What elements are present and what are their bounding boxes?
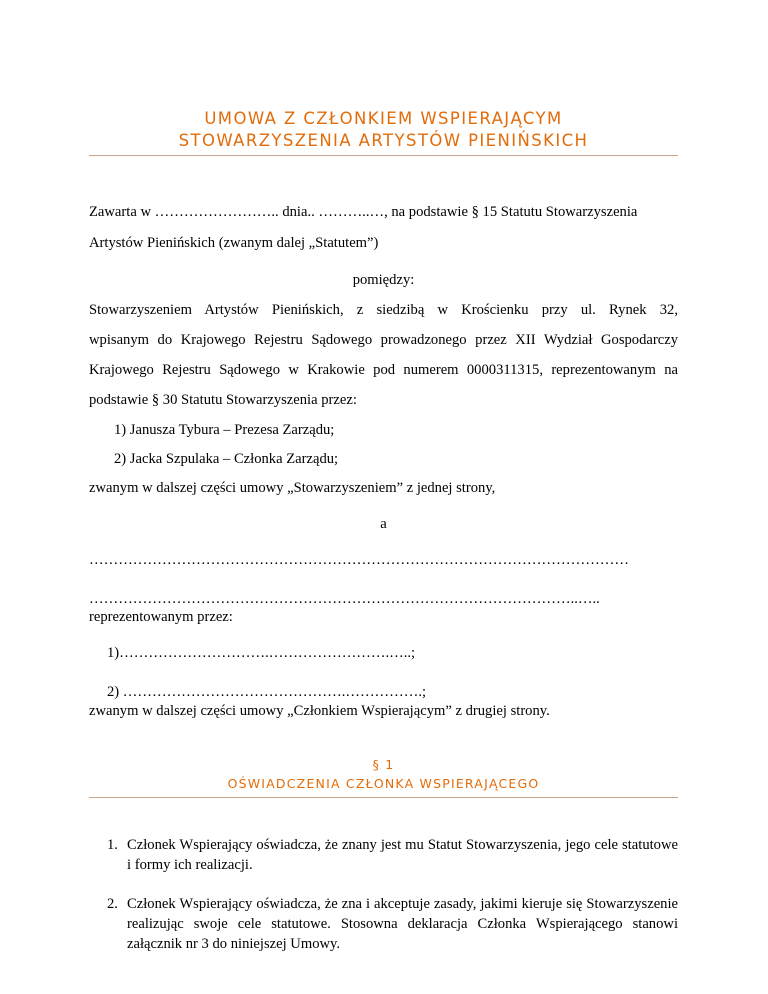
intro-line-2: Artystów Pienińskich (zwanym dalej „Statutem”) bbox=[89, 235, 379, 251]
list-item bbox=[107, 894, 678, 954]
party2-called: zwanym w dalszej części umowy „Członkiem Wspierającym” z drugiej strony. bbox=[89, 703, 550, 719]
party2-rep-1: 1)………………………….…………………….…..; bbox=[107, 645, 416, 661]
title-line-2: STOWARZYSZENIA ARTYSTÓW PIENIŃSKICH bbox=[178, 131, 589, 150]
party1-line-4: podstawie § 30 Statutu Stowarzyszenia przez: bbox=[89, 392, 357, 408]
list-item-text: Członek Wspierający oświadcza, że zna i akceptuje zasady, jakimi kieruje się Stowarzyszenie realizując swoje cele statutowe. Stosowna deklaracja Członka Wspierającego stanowi załącznik nr 3 do niniejszej Umowy. bbox=[127, 896, 678, 952]
list-item-number: 1. bbox=[107, 837, 118, 853]
title-rule bbox=[89, 155, 678, 156]
party2-dots-1: ………………………………………………………………………………………………… bbox=[89, 552, 629, 568]
section-number: § 1 bbox=[372, 757, 395, 772]
party1-line-3: Krajowego Rejestru Sądowego w Krakowie pod numerem 0000311315, reprezentowanym na bbox=[89, 362, 678, 378]
party2-dots-2: ………………………………………………………………………………………..….. bbox=[89, 591, 600, 607]
party2-represented: reprezentowanym przez: bbox=[89, 609, 233, 625]
list-item-text: Członek Wspierający oświadcza, że znany jest mu Statut Stowarzyszenia, jego cele statutowe i formy ich realizacji. bbox=[127, 837, 678, 873]
party1-line-2: wpisanym do Krajowego Rejestru Sądowego prowadzonego przez XII Wydział Gospodarczy bbox=[89, 332, 678, 348]
party1-line-1: Stowarzyszeniem Artystów Pienińskich, z siedzibą w Krościenku przy ul. Rynek 32, bbox=[89, 302, 678, 318]
section-rule bbox=[89, 797, 678, 798]
party1-rep-1: 1) Janusza Tybura – Prezesa Zarządu; bbox=[114, 422, 335, 438]
list-item-number: 2. bbox=[107, 896, 118, 912]
between-label: pomiędzy: bbox=[352, 272, 415, 288]
party2-rep-2: 2) ……………………………………….…………….; bbox=[107, 684, 427, 700]
section-heading: OŚWIADCZENIA CZŁONKA WSPIERAJĄCEGO bbox=[227, 776, 540, 791]
title-line-1: UMOWA Z CZŁONKIEM WSPIERAJĄCYM bbox=[204, 109, 563, 128]
list-item bbox=[107, 835, 678, 875]
document-title bbox=[89, 108, 678, 152]
party1-called: zwanym w dalszej części umowy „Stowarzyszeniem” z jednej strony, bbox=[89, 480, 496, 496]
party1-rep-2: 2) Jacka Szpulaka – Członka Zarządu; bbox=[114, 451, 339, 467]
and-label: a bbox=[380, 516, 387, 532]
intro-line-1: Zawarta w …………………….. dnia.. ………..…, na podstawie § 15 Statutu Stowarzyszenia bbox=[89, 204, 638, 220]
